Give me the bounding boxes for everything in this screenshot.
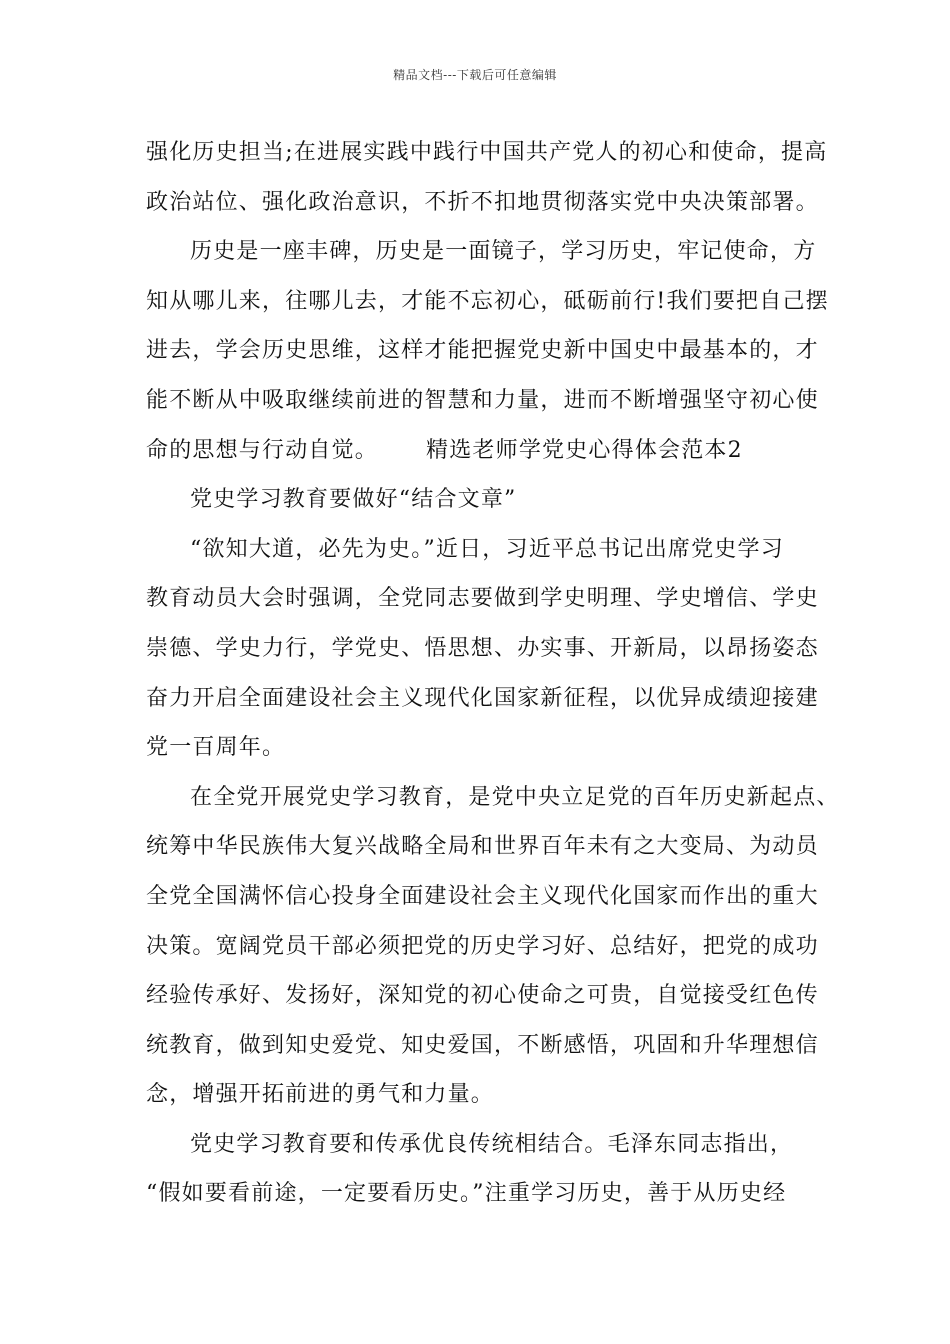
text-line bbox=[146, 376, 819, 426]
line-text: 能不断从中吸取继续前进的智慧和力量，进而不断增强坚守初心使 bbox=[146, 387, 819, 413]
line-text: 在全党开展党史学习教育，是党中央立足党的百年历史新起点、 bbox=[190, 784, 840, 810]
line-text: 统教育，做到知史爱党、知史爱国，不断感悟，巩固和升华理想信 bbox=[146, 1032, 819, 1058]
text-line bbox=[146, 773, 840, 823]
line-text: 经验传承好、发扬好，深知党的初心使命之可贵，自觉接受红色传 bbox=[146, 983, 819, 1009]
text-line bbox=[146, 922, 819, 972]
text-line bbox=[146, 227, 817, 277]
text-line bbox=[146, 674, 819, 724]
line-text: 崇德、学史力行，学党史、悟思想、办实事、开新局，以昂扬姿态 bbox=[146, 635, 819, 661]
text-line bbox=[146, 178, 819, 228]
line-text: 党一百周年。 bbox=[146, 735, 286, 761]
line-text: 强化历史担当;在进展实践中践行中国共产党人的初心和使命，提高 bbox=[146, 140, 828, 165]
body-text bbox=[146, 128, 840, 1219]
line-text: 全党全国满怀信心投身全面建设社会主义现代化国家而作出的重大 bbox=[146, 883, 819, 909]
text-line bbox=[146, 1120, 811, 1170]
line-text: 决策。宽阔党员干部必须把党的历史学习好、总结好，把党的成功 bbox=[146, 933, 819, 959]
text-line bbox=[146, 277, 829, 327]
line-text: 知从哪儿来，往哪儿去，才能不忘初心，砥砺前行!我们要把自己摆 bbox=[146, 288, 829, 314]
line-text: 政治站位、强化政治意识，不折不扣地贯彻落实党中央决策部署。 bbox=[146, 189, 819, 215]
text-line bbox=[146, 525, 811, 575]
line-text: 奋力开启全面建设社会主义现代化国家新征程，以优异成绩迎接建 bbox=[146, 685, 819, 711]
line-text: 党史学习教育要和传承优良传统相结合。毛泽东同志指出， bbox=[190, 1131, 794, 1157]
text-line bbox=[146, 971, 819, 1021]
line-text: “欲知大道，必先为史。”近日，习近平总书记出席党史学习 bbox=[190, 536, 784, 562]
line-text: “假如要看前途，一定要看历史。”注重学习历史，善于从历史经 bbox=[146, 1181, 787, 1207]
line-text: 念，增强开拓前进的勇气和力量。 bbox=[146, 1082, 495, 1108]
text-line bbox=[146, 326, 819, 376]
text-line bbox=[146, 426, 811, 476]
text-line bbox=[146, 475, 811, 525]
line-text: 命的思想与行动自觉。 bbox=[146, 437, 379, 463]
text-line bbox=[146, 822, 819, 872]
text-line bbox=[146, 574, 819, 624]
line-text: 进去，学会历史思维，这样才能把握党史新中国史中最基本的，才 bbox=[146, 338, 819, 364]
text-line bbox=[146, 1169, 811, 1219]
text-line bbox=[146, 872, 819, 922]
line-text: 教育动员大会时强调，全党同志要做到学史明理、学史增信、学史 bbox=[146, 586, 819, 612]
text-line bbox=[146, 624, 819, 674]
section-title: 精选老师学党史心得体会范本2 bbox=[426, 437, 743, 463]
text-line bbox=[146, 723, 811, 773]
line-text: 历史是一座丰碑，历史是一面镜子，学习历史，牢记使命，方 bbox=[190, 239, 817, 265]
line-text: 党史学习教育要做好“结合文章” bbox=[190, 487, 517, 513]
text-line bbox=[146, 1021, 819, 1071]
text-line bbox=[146, 128, 828, 178]
text-line bbox=[146, 1070, 811, 1120]
line-text: 统筹中华民族伟大复兴战略全局和世界百年未有之大变局、为动员 bbox=[146, 834, 819, 860]
page-header: 精品文档---下载后可任意编辑 bbox=[393, 68, 557, 82]
